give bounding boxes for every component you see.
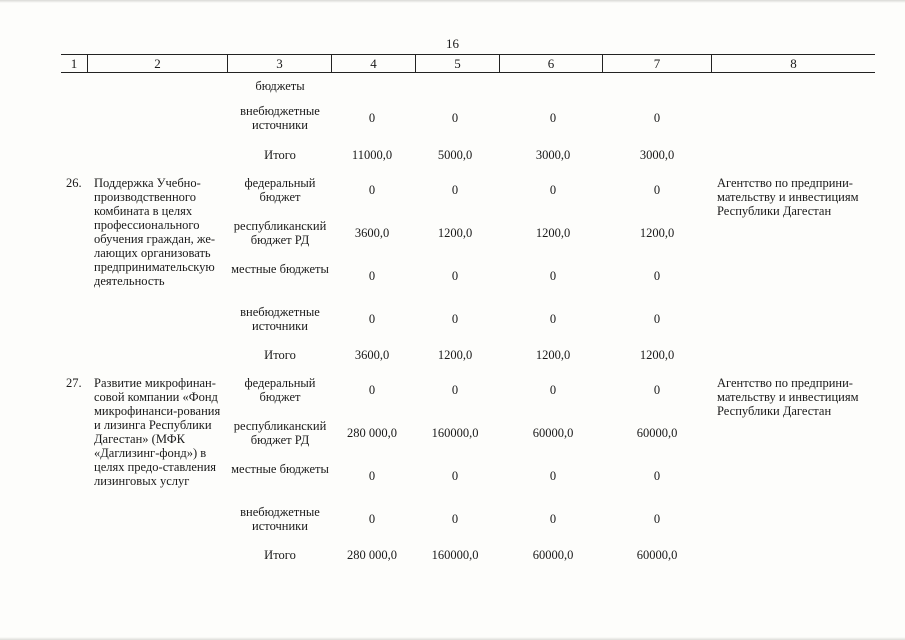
funding-value: 0 xyxy=(451,512,459,526)
funding-value: 0 xyxy=(653,183,661,197)
funding-value: 0 xyxy=(653,269,661,283)
funding-source: внебюджетные источники xyxy=(240,104,320,132)
column-header-1: 1 xyxy=(70,56,78,71)
funding-value: 60000,0 xyxy=(532,426,574,440)
item-description: Поддержка Учебно-производственного комбината в целях профессионального обучения граждан, же-лающих организовать предпринимательскую деятельность xyxy=(94,176,216,288)
funding-source: местные бюджеты xyxy=(231,262,329,276)
funding-value: 0 xyxy=(653,383,661,397)
funding-source: внебюджетные источники xyxy=(240,505,320,533)
funding-source: Итого xyxy=(264,548,296,562)
funding-value: 3600,0 xyxy=(354,226,390,240)
funding-source: местные бюджеты xyxy=(231,462,329,476)
responsible-agency: Агентство по предприни-мательству и инвестициям Республики Дагестан xyxy=(717,176,859,218)
funding-value: 1200,0 xyxy=(535,348,571,362)
funding-value: 0 xyxy=(451,469,459,483)
funding-value: 1200,0 xyxy=(437,226,473,240)
funding-value: 160000,0 xyxy=(431,548,479,562)
funding-value: 60000,0 xyxy=(532,548,574,562)
column-header-3: 3 xyxy=(227,55,331,72)
funding-source: внебюджетные источники xyxy=(240,305,320,333)
funding-value: 3600,0 xyxy=(354,348,390,362)
item-number: 26. xyxy=(66,176,82,190)
funding-value: 11000,0 xyxy=(351,148,393,162)
funding-value: 0 xyxy=(368,269,376,283)
funding-value: 0 xyxy=(368,469,376,483)
funding-value: 0 xyxy=(653,312,661,326)
funding-value: 0 xyxy=(549,111,557,125)
funding-value: 0 xyxy=(368,383,376,397)
scan-edge-top xyxy=(0,0,905,3)
funding-value: 0 xyxy=(368,183,376,197)
funding-value: 280 000,0 xyxy=(347,548,397,562)
column-header-5: 5 xyxy=(415,55,499,72)
funding-source: Итого xyxy=(264,148,296,162)
funding-source: Итого xyxy=(264,348,296,362)
funding-value: 0 xyxy=(653,469,661,483)
funding-value: 0 xyxy=(451,312,459,326)
funding-value: 0 xyxy=(451,183,459,197)
page-number: 16 xyxy=(446,36,459,51)
funding-value: 0 xyxy=(549,512,557,526)
funding-value: 1200,0 xyxy=(639,226,675,240)
column-header-7: 7 xyxy=(602,55,711,72)
funding-value: 0 xyxy=(549,269,557,283)
funding-value: 1200,0 xyxy=(437,348,473,362)
funding-source: федеральный бюджет xyxy=(244,176,316,204)
funding-value: 3000,0 xyxy=(639,148,675,162)
funding-source: республиканский бюджет РД xyxy=(233,219,327,247)
funding-source: федеральный бюджет xyxy=(244,376,316,404)
funding-value: 1200,0 xyxy=(535,226,571,240)
funding-value: 0 xyxy=(451,111,459,125)
funding-value: 0 xyxy=(653,512,661,526)
column-header-8: 8 xyxy=(711,55,875,72)
column-header-6: 6 xyxy=(499,55,602,72)
funding-source: бюджеты xyxy=(255,79,305,93)
funding-value: 0 xyxy=(451,383,459,397)
funding-value: 1200,0 xyxy=(639,348,675,362)
funding-value: 0 xyxy=(368,111,376,125)
funding-value: 60000,0 xyxy=(636,426,678,440)
funding-value: 0 xyxy=(549,383,557,397)
item-description: Развитие микрофинан-совой компании «Фонд микрофинанси-рования и лизинга Республики Дагестан» (МФК «Даглизинг-фонд») в целях предо-ставления лизинговых услуг xyxy=(94,376,221,488)
responsible-agency: Агентство по предприни-мательству и инвестициям Республики Дагестан xyxy=(717,376,859,418)
table-header-row xyxy=(61,54,875,73)
funding-value: 0 xyxy=(368,312,376,326)
funding-value: 0 xyxy=(368,512,376,526)
item-number: 27. xyxy=(66,376,82,390)
funding-value: 60000,0 xyxy=(636,548,678,562)
funding-value: 0 xyxy=(549,183,557,197)
funding-value: 0 xyxy=(549,312,557,326)
funding-value: 0 xyxy=(451,269,459,283)
funding-value: 280 000,0 xyxy=(347,426,397,440)
column-header-4: 4 xyxy=(331,55,415,72)
funding-value: 5000,0 xyxy=(437,148,473,162)
funding-source: республиканский бюджет РД xyxy=(233,419,327,447)
column-header-2: 2 xyxy=(87,55,227,72)
funding-value: 160000,0 xyxy=(431,426,479,440)
funding-value: 3000,0 xyxy=(535,148,571,162)
funding-value: 0 xyxy=(549,469,557,483)
funding-value: 0 xyxy=(653,111,661,125)
